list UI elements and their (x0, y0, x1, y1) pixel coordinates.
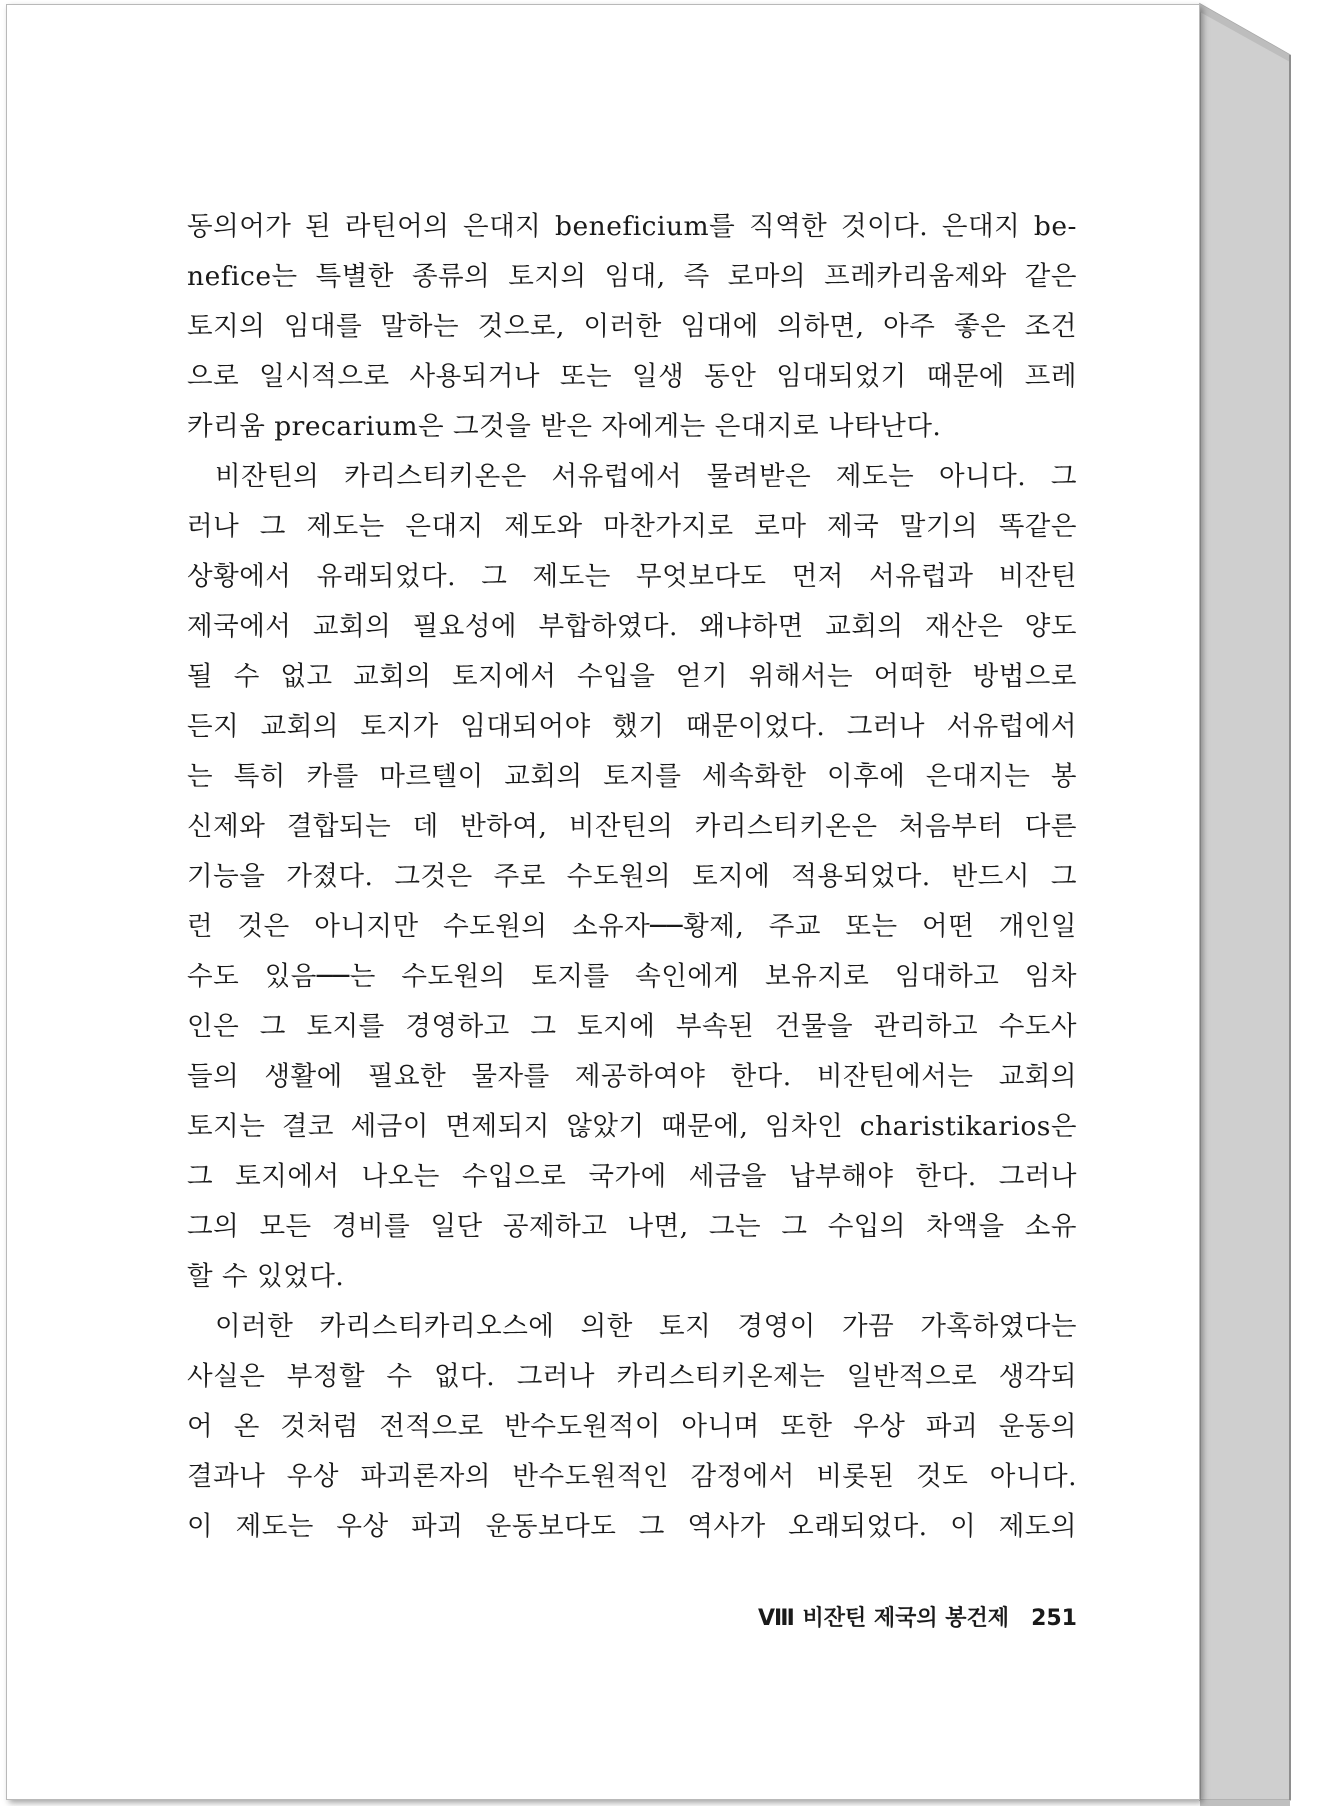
text-line: 는 특히 카를 마르텔이 교회의 토지를 세속화한 이후에 은대지는 봉 (187, 761, 1077, 792)
text-line: 결과나 우상 파괴론자의 반수도원적인 감정에서 비롯된 것도 아니다. (187, 1461, 1077, 1492)
page-number: 251 (1031, 1606, 1077, 1631)
body-text (187, 202, 1077, 1552)
text-line: 이 제도는 우상 파괴 운동보다도 그 역사가 오래되었다. 이 제도의 (187, 1511, 1077, 1542)
text-line: 될 수 없고 교회의 토지에서 수입을 얻기 위해서는 어떠한 방법으로 (187, 661, 1077, 692)
text-line: 런 것은 아니지만 수도원의 소유자──황제, 주교 또는 어떤 개인일 (187, 911, 1077, 942)
text-line: 그의 모든 경비를 일단 공제하고 나면, 그는 그 수입의 차액을 소유 (187, 1211, 1077, 1242)
text-line: 수도 있음──는 수도원의 토지를 속인에게 보유지로 임대하고 임차 (187, 961, 1077, 992)
text-line: 할 수 있었다. (187, 1261, 345, 1292)
chapter-title: Ⅷ 비잔틴 제국의 봉건제 (758, 1606, 1010, 1631)
text-line: 기능을 가졌다. 그것은 주로 수도원의 토지에 적용되었다. 반드시 그 (187, 861, 1077, 892)
text-line: 인은 그 토지를 경영하고 그 토지에 부속된 건물을 관리하고 수도사 (187, 1011, 1077, 1042)
text-line: 신제와 결합되는 데 반하여, 비잔틴의 카리스티키온은 처음부터 다른 (187, 811, 1077, 842)
text-line: 사실은 부정할 수 없다. 그러나 카리스티키온제는 일반적으로 생각되 (187, 1361, 1077, 1392)
text-line: 든지 교회의 토지가 임대되어야 했기 때문이었다. 그러나 서유럽에서 (187, 711, 1077, 742)
text-line: 토지는 결코 세금이 면제되지 않았기 때문에, 임차인 charistikarios은 (187, 1111, 1077, 1142)
text-line: 상황에서 유래되었다. 그 제도는 무엇보다도 먼저 서유럽과 비잔틴 (187, 561, 1077, 592)
text-line: 카리움 precarium은 그것을 받은 자에게는 은대지로 나타난다. (187, 411, 942, 442)
text-line: 비잔틴의 카리스티키온은 서유럽에서 물려받은 제도는 아니다. 그 (215, 461, 1077, 492)
text-line: 토지의 임대를 말하는 것으로, 이러한 임대에 의하면, 아주 좋은 조건 (187, 311, 1077, 342)
text-line: 그 토지에서 나오는 수입으로 국가에 세금을 납부해야 한다. 그러나 (187, 1161, 1077, 1192)
text-line: nefice는 특별한 종류의 토지의 임대, 즉 로마의 프레카리움제와 같은 (187, 261, 1077, 292)
text-line: 이러한 카리스티카리오스에 의한 토지 경영이 가끔 가혹하였다는 (215, 1311, 1077, 1342)
text-line: 러나 그 제도는 은대지 제도와 마찬가지로 로마 제국 말기의 똑같은 (187, 511, 1077, 542)
text-line: 동의어가 된 라틴어의 은대지 beneficium를 직역한 것이다. 은대지 be- (187, 211, 1077, 242)
running-footer (747, 1601, 1077, 1632)
book-page (6, 4, 1200, 1800)
text-line: 들의 생활에 필요한 물자를 제공하여야 한다. 비잔틴에서는 교회의 (187, 1061, 1077, 1092)
text-line: 으로 일시적으로 사용되거나 또는 일생 동안 임대되었기 때문에 프레 (187, 361, 1077, 392)
text-line: 제국에서 교회의 필요성에 부합하였다. 왜냐하면 교회의 재산은 양도 (187, 611, 1077, 642)
text-line: 어 온 것처럼 전적으로 반수도원적이 아니며 또한 우상 파괴 운동의 (187, 1411, 1077, 1442)
